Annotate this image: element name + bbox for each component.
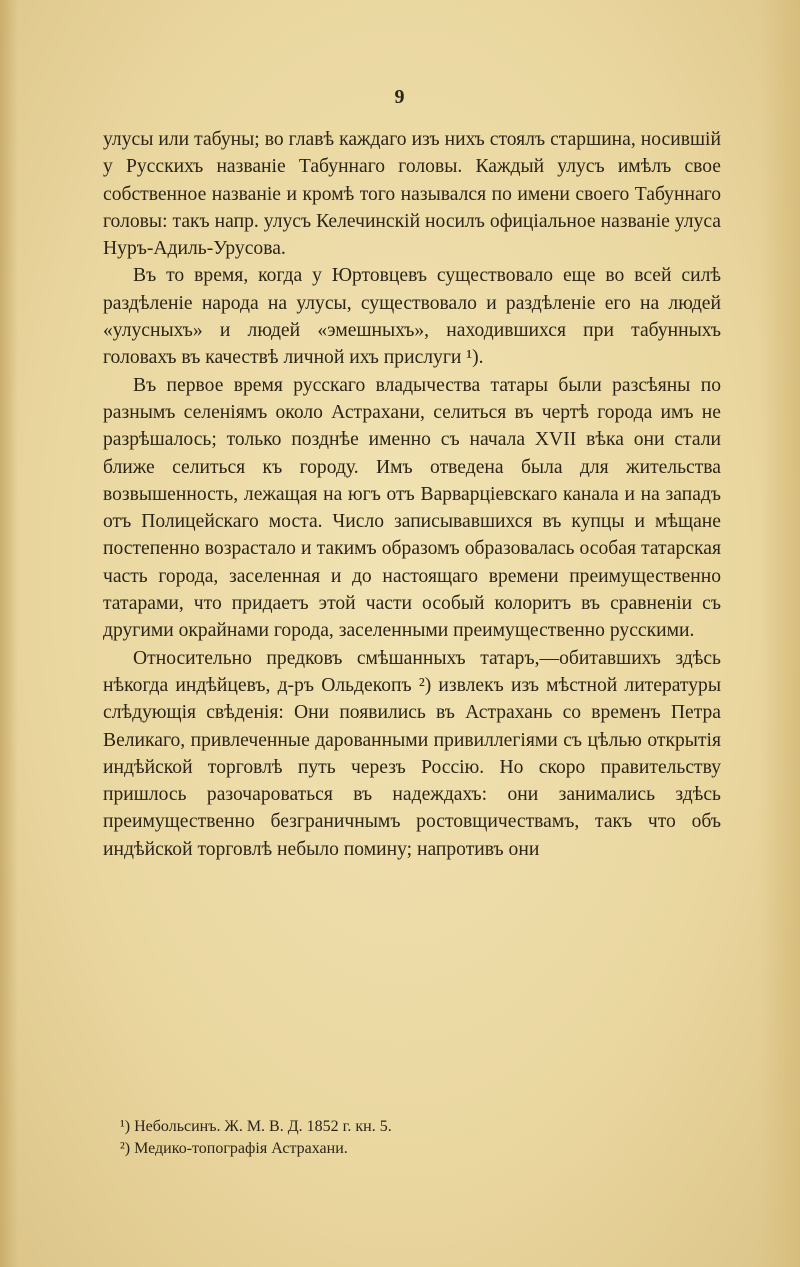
page-edge-right [760, 0, 800, 1267]
page-number: 9 [394, 86, 406, 108]
paragraph: улусы или табуны; во главѣ каждаго изъ нихъ стоялъ старшина, носившій у Русскихъ названіе Табуннаго головы. Каждый улусъ имѣлъ свое собственное названіе и кромѣ того назывался по имени своего Табуннаго головы: такъ напр. улусъ Келечинскій носилъ офиціальное названіе улуса Нуръ-Адиль-Урусова. [103, 129, 721, 260]
paragraph: Въ первое время русскаго владычества татары были разсѣяны по разнымъ селеніямъ около Астрахани, селиться въ чертѣ города имъ не разрѣшалось; только позднѣе именно съ начала XVII вѣка они стали ближе селиться къ городу. Имъ отведена была для жительства возвышенность, лежащая на югъ отъ Варварціевскаго канала и на западъ отъ Полицейскаго моста. Число записывавшихся въ купцы и мѣщане постепенно возрастало и такимъ образомъ образовалась особая татарская часть города, заселенная и до настоящаго времени преимущественно татарами, что придаетъ этой части особый колоритъ въ сравненіи съ другими окрайнами города, заселенными преимущественно русскими. [103, 374, 721, 642]
paragraph: Относительно предковъ смѣшанныхъ татаръ,—обитавшихъ здѣсь нѣкогда индѣйцевъ, д-ръ Ольдекопъ ²) извлекъ изъ мѣстной литературы слѣдующія свѣденія: Они появились въ Астрахань со временъ Петра Великаго, привлеченные дарованными привиллегіями съ цѣлью открытія индѣйской торговлѣ путь черезъ Россію. Но скоро правительству пришлось разочароваться въ надеждахъ: они занимались здѣсь преимущественно безграничнымъ ростовщичествамъ, такъ что объ индѣйской торговлѣ небыло помину; напротивъ они [103, 647, 721, 860]
footnote: ¹) Небольсинъ. Ж. М. В. Д. 1852 г. кн. 5. [120, 1118, 392, 1135]
footnote: ²) Медико-топографія Астрахани. [120, 1140, 348, 1157]
paragraph: Въ то время, когда у Юртовцевъ существовало еще во всей силѣ раздѣленіе народа на улусы, существовало и раздѣленіе его на людей «улусныхъ» и людей «эмешныхъ», находившихся при табунныхъ головахъ въ качествѣ личной ихъ прислуги ¹). [103, 265, 721, 369]
body-text [103, 126, 721, 863]
footnotes [120, 1116, 720, 1160]
page-edge-left [0, 0, 18, 1267]
